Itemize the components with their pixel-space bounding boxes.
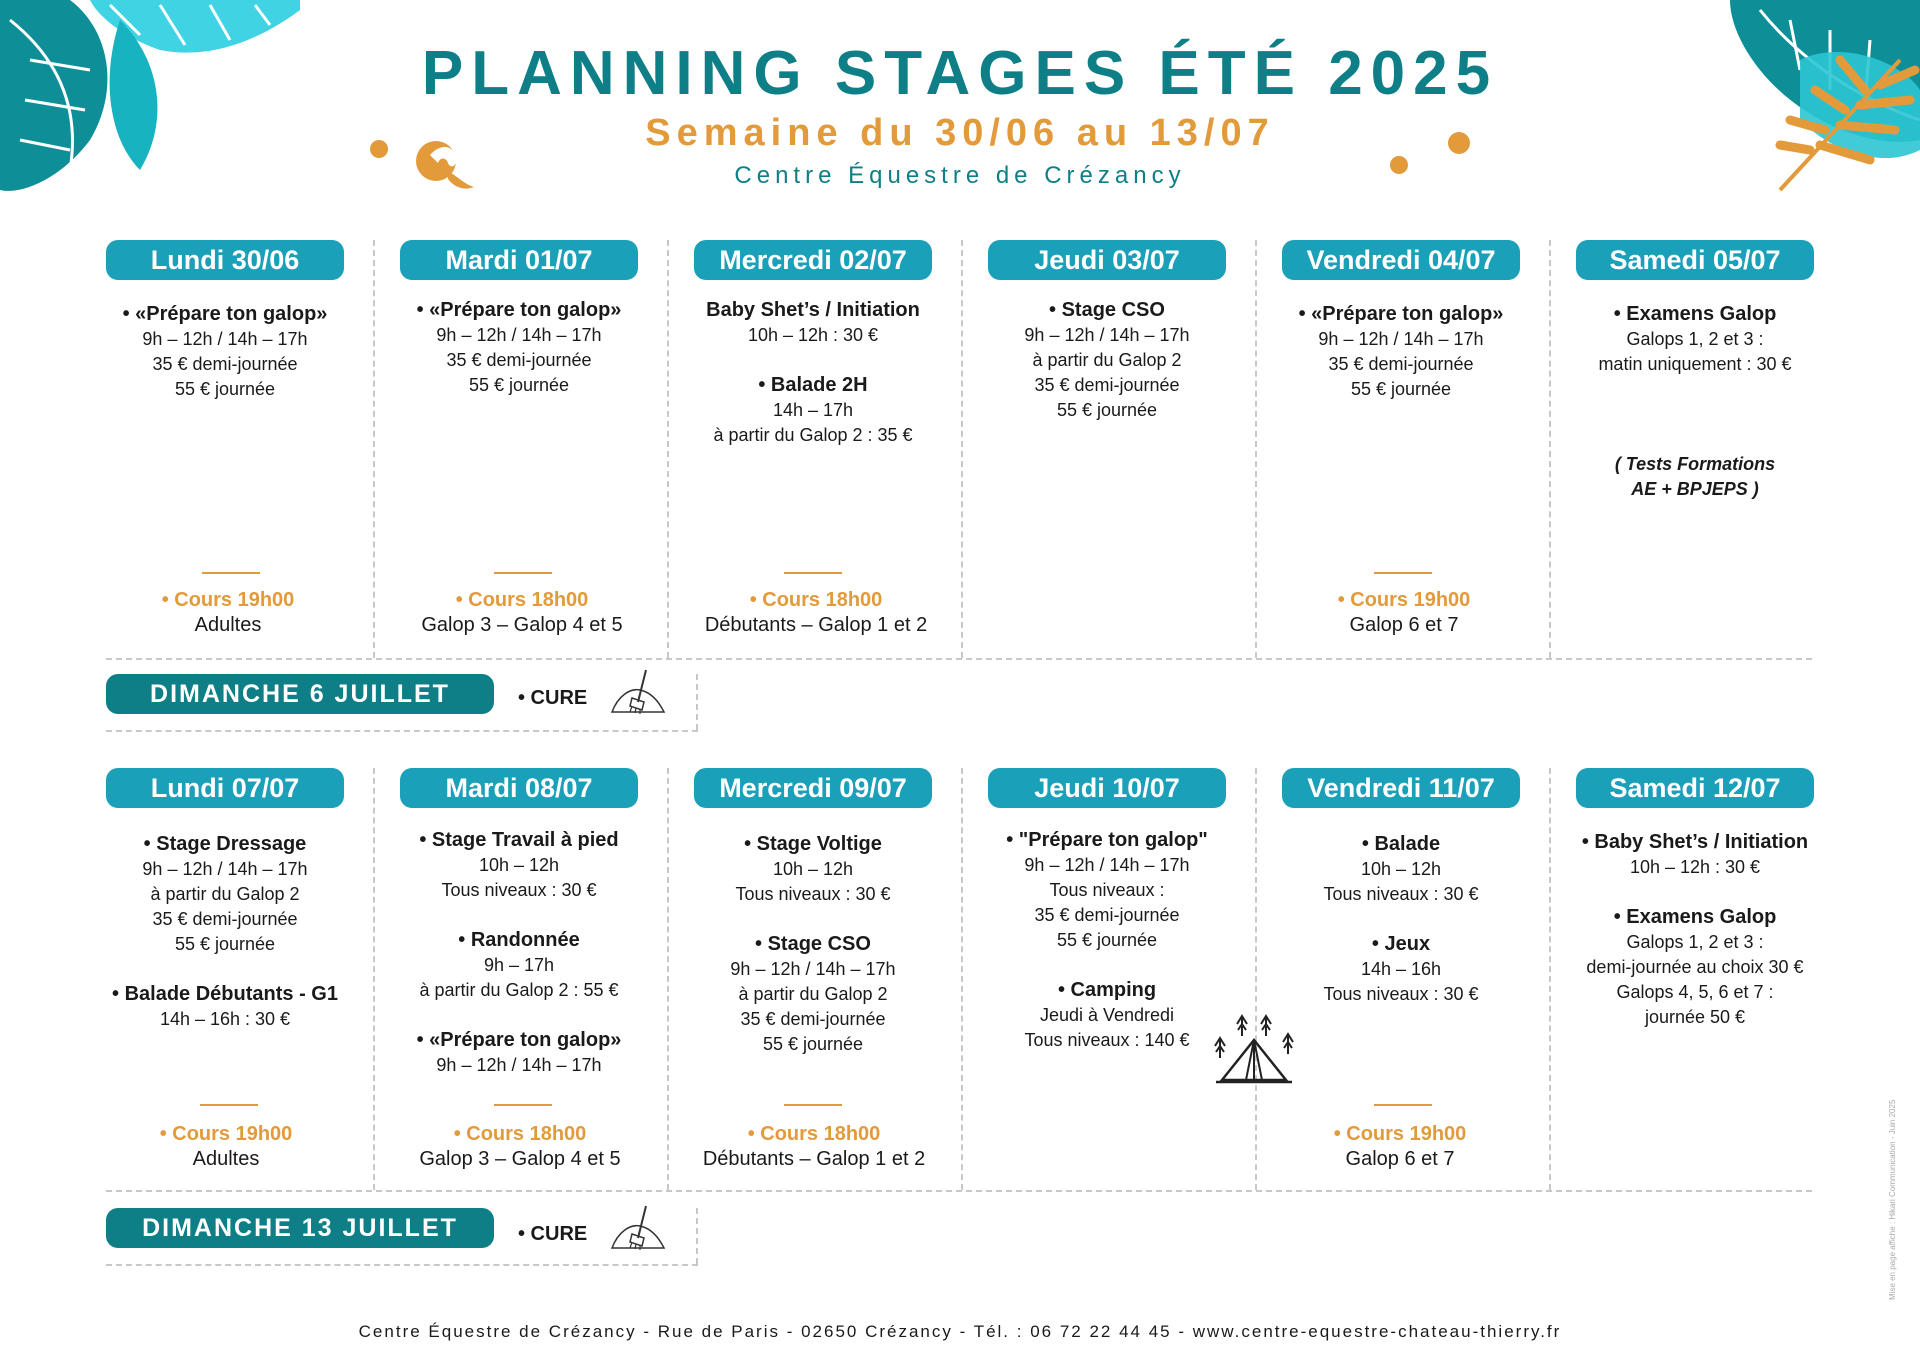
activity-detail: 14h – 17h	[772, 400, 854, 420]
activity-detail: 9h – 12h / 14h – 17h	[730, 959, 896, 979]
spacer	[400, 1003, 638, 1028]
activity-detail: 35 € demi-journée	[740, 1009, 886, 1029]
cours-mercredi-09-07	[682, 1122, 946, 1172]
spacer	[96, 957, 354, 982]
cours-mardi-08-07	[388, 1122, 652, 1172]
activity-title: • Stage CSO	[755, 933, 871, 955]
activity-title: • Stage Travail à pied	[419, 829, 619, 851]
spacer	[1282, 907, 1520, 932]
activity-detail: 14h – 16h	[1360, 959, 1442, 979]
activity-detail: 9h – 12h / 14h – 17h	[142, 859, 308, 879]
cours-separator	[784, 1104, 842, 1106]
activity-detail: à partir du Galop 2	[1032, 350, 1182, 370]
cours-separator	[494, 572, 552, 574]
activity-detail: 14h – 16h : 30 €	[159, 1009, 291, 1029]
week-divider	[106, 658, 1812, 660]
activity-detail: 9h – 12h / 14h – 17h	[1024, 855, 1190, 875]
column-divider	[1255, 240, 1257, 658]
activity-title: • «Prépare ton galop»	[1298, 303, 1504, 325]
layout-credit: Mise en page affiche : Hikari Communication - Juin 2025	[1888, 1099, 1897, 1300]
cours-time: • Cours 19h00	[1333, 1123, 1467, 1145]
day-header-mardi-08-07: Mardi 08/07	[400, 768, 638, 808]
activity-detail: 10h – 12h	[772, 859, 854, 879]
cours-separator	[1374, 572, 1432, 574]
activity-detail: 35 € demi-journée	[152, 909, 298, 929]
day-header-mercredi-02-07: Mercredi 02/07	[694, 240, 932, 280]
cours-time: • Cours 19h00	[159, 1123, 293, 1145]
day-header-jeudi-03-07: Jeudi 03/07	[988, 240, 1226, 280]
sunday-divider	[106, 730, 698, 732]
cours-lundi-30-06	[96, 588, 360, 638]
activity-detail: 9h – 17h	[483, 955, 555, 975]
activity-detail: 10h – 12h	[478, 855, 560, 875]
activity-detail: Galops 4, 5, 6 et 7 :	[1616, 982, 1774, 1002]
activity-detail: 55 € journée	[1056, 930, 1158, 950]
cours-level: Galop 3 – Galop 4 et 5	[419, 1148, 621, 1170]
activity-title: • Camping	[1057, 979, 1157, 1001]
cours-vendredi-04-07	[1272, 588, 1536, 638]
cours-time: • Cours 19h00	[1337, 589, 1471, 611]
activity-detail: 55 € journée	[1350, 379, 1452, 399]
activity-title: • Randonnée	[458, 929, 580, 951]
sunday-divider	[696, 674, 698, 730]
activities-vendredi-11-07	[1282, 832, 1520, 1007]
activity-detail: Tous niveaux : 30 €	[1323, 884, 1479, 904]
activity-detail: matin uniquement : 30 €	[1598, 354, 1792, 374]
decorative-dot	[1448, 132, 1470, 154]
activity-detail: 35 € demi-journée	[152, 354, 298, 374]
activity-note: AE + BPJEPS )	[1631, 479, 1759, 499]
broom-icon	[608, 1204, 668, 1252]
cours-separator	[494, 1104, 552, 1106]
activities-samedi-05-07	[1566, 302, 1824, 502]
decorative-dot	[370, 140, 388, 158]
activity-detail: 55 € journée	[468, 375, 570, 395]
activity-title: • Stage CSO	[1049, 299, 1165, 321]
activity-detail: à partir du Galop 2	[150, 884, 300, 904]
cours-lundi-07-07	[94, 1122, 358, 1172]
activities-jeudi-03-07	[988, 298, 1226, 423]
column-divider	[667, 240, 669, 658]
cours-time: • Cours 18h00	[747, 1123, 881, 1145]
page-title: PLANNING STAGES ÉTÉ 2025	[421, 39, 1499, 108]
activity-detail: 9h – 12h / 14h – 17h	[436, 325, 602, 345]
activity-detail: 10h – 12h : 30 €	[1629, 857, 1761, 877]
footer-contact: Centre Équestre de Crézancy - Rue de Paris - 02650 Crézancy - Tél. : 06 72 22 44 45 - www.centre-equestre-chateau-thierry.fr	[358, 1322, 1562, 1341]
activity-detail: Galops 1, 2 et 3 :	[1626, 329, 1764, 349]
broom-icon	[608, 668, 668, 716]
activity-detail: Jeudi à Vendredi	[1039, 1005, 1175, 1025]
spacer	[1566, 377, 1824, 402]
column-divider	[373, 768, 375, 1190]
activity-title: • Balade 2H	[758, 374, 868, 396]
activity-detail: 10h – 12h	[1360, 859, 1442, 879]
spacer	[694, 348, 932, 373]
cours-separator	[200, 1104, 258, 1106]
sunday-header-13-juillet: DIMANCHE 13 JUILLET	[106, 1208, 494, 1248]
activities-mardi-01-07	[400, 298, 638, 398]
cours-separator	[202, 572, 260, 574]
cours-level: Galop 6 et 7	[1345, 1148, 1455, 1170]
cours-level: Adultes	[194, 614, 262, 636]
activity-detail: Tous niveaux : 30 €	[441, 880, 597, 900]
sunday-header-6-juillet: DIMANCHE 6 JUILLET	[106, 674, 494, 714]
activity-detail: à partir du Galop 2 : 35 €	[713, 425, 913, 445]
activity-detail: 55 € journée	[1056, 400, 1158, 420]
activity-title: • «Prépare ton galop»	[416, 299, 622, 321]
activity-detail: à partir du Galop 2	[738, 984, 888, 1004]
organization-name: Centre Équestre de Crézancy	[734, 162, 1186, 189]
day-header-vendredi-04-07: Vendredi 04/07	[1282, 240, 1520, 280]
activity-detail: Galops 1, 2 et 3 :	[1626, 932, 1764, 952]
activities-mercredi-09-07	[694, 832, 932, 1057]
column-divider	[667, 768, 669, 1190]
activity-title: • Jeux	[1371, 933, 1431, 955]
activity-detail: demi-journée au choix 30 €	[1586, 957, 1804, 977]
activities-mardi-08-07	[400, 828, 638, 1078]
activity-detail: Tous niveaux :	[1049, 880, 1165, 900]
column-divider	[1255, 768, 1257, 1190]
column-divider	[373, 240, 375, 658]
activity-title: • "Prépare ton galop"	[1006, 829, 1208, 851]
spacer	[1566, 402, 1824, 427]
activities-jeudi-10-07	[988, 828, 1226, 1053]
column-divider	[1549, 768, 1551, 1190]
cours-level: Adultes	[192, 1148, 260, 1170]
horse-logo-icon	[410, 135, 480, 195]
activity-detail: 9h – 12h / 14h – 17h	[436, 1055, 602, 1075]
cours-separator	[784, 572, 842, 574]
spacer	[1566, 427, 1824, 452]
activity-detail: à partir du Galop 2 : 55 €	[419, 980, 619, 1000]
column-divider	[1549, 240, 1551, 658]
spacer	[400, 903, 638, 928]
spacer	[1566, 880, 1824, 905]
day-header-samedi-05-07: Samedi 05/07	[1576, 240, 1814, 280]
activity-title: • Examens Galop	[1613, 906, 1777, 928]
day-header-mardi-01-07: Mardi 01/07	[400, 240, 638, 280]
activity-detail: 35 € demi-journée	[1034, 375, 1180, 395]
page-subtitle: Semaine du 30/06 au 13/07	[645, 112, 1275, 154]
activity-detail: 9h – 12h / 14h – 17h	[1318, 329, 1484, 349]
activity-title: • «Prépare ton galop»	[122, 303, 328, 325]
cours-mardi-01-07	[390, 588, 654, 638]
activities-mercredi-02-07	[694, 298, 932, 448]
activity-detail: 35 € demi-journée	[1328, 354, 1474, 374]
activity-title: • Balade	[1361, 833, 1441, 855]
activity-title: Baby Shet’s / Initiation	[706, 299, 920, 321]
activities-lundi-07-07	[96, 832, 354, 1032]
activity-detail: 10h – 12h : 30 €	[747, 325, 879, 345]
day-header-lundi-07-07: Lundi 07/07	[106, 768, 344, 808]
cours-time: • Cours 19h00	[161, 589, 295, 611]
activity-detail: 55 € journée	[174, 934, 276, 954]
activity-title: • Baby Shet’s / Initiation	[1581, 831, 1809, 853]
day-header-jeudi-10-07: Jeudi 10/07	[988, 768, 1226, 808]
column-divider	[961, 240, 963, 658]
activity-detail: Tous niveaux : 140 €	[1024, 1030, 1190, 1050]
activity-detail: 35 € demi-journée	[1034, 905, 1180, 925]
activity-detail: Tous niveaux : 30 €	[1323, 984, 1479, 1004]
week-divider	[106, 1190, 1812, 1192]
column-divider	[961, 768, 963, 1190]
cours-level: Galop 3 – Galop 4 et 5	[421, 614, 623, 636]
cours-time: • Cours 18h00	[453, 1123, 587, 1145]
activity-title: • Stage Dressage	[143, 833, 307, 855]
activity-detail: Tous niveaux : 30 €	[735, 884, 891, 904]
cours-separator	[1374, 1104, 1432, 1106]
activity-title: • Stage Voltige	[744, 833, 882, 855]
sunday-activity: • CURE	[518, 1223, 588, 1245]
decorative-dot	[1390, 156, 1408, 174]
activity-note: ( Tests Formations	[1614, 454, 1776, 474]
activity-title: • Examens Galop	[1613, 303, 1777, 325]
day-header-samedi-12-07: Samedi 12/07	[1576, 768, 1814, 808]
activity-detail: journée 50 €	[1644, 1007, 1746, 1027]
activities-lundi-30-06	[106, 302, 344, 402]
cours-time: • Cours 18h00	[749, 589, 883, 611]
activity-detail: 35 € demi-journée	[446, 350, 592, 370]
activities-vendredi-04-07	[1282, 302, 1520, 402]
spacer	[988, 953, 1226, 978]
day-header-lundi-30-06: Lundi 30/06	[106, 240, 344, 280]
cours-vendredi-11-07	[1268, 1122, 1532, 1172]
activity-detail: 55 € journée	[762, 1034, 864, 1054]
day-header-mercredi-09-07: Mercredi 09/07	[694, 768, 932, 808]
activity-detail: 9h – 12h / 14h – 17h	[1024, 325, 1190, 345]
activity-title: • «Prépare ton galop»	[416, 1029, 622, 1051]
cours-level: Galop 6 et 7	[1349, 614, 1459, 636]
camping-tent-icon	[1212, 1010, 1296, 1086]
activity-detail: 55 € journée	[174, 379, 276, 399]
sunday-activity: • CURE	[518, 687, 588, 709]
activity-detail: 9h – 12h / 14h – 17h	[142, 329, 308, 349]
cours-level: Débutants – Galop 1 et 2	[704, 614, 928, 636]
sunday-divider	[106, 1264, 698, 1266]
sunday-divider	[696, 1208, 698, 1264]
cours-level: Débutants – Galop 1 et 2	[702, 1148, 926, 1170]
cours-time: • Cours 18h00	[455, 589, 589, 611]
day-header-vendredi-11-07: Vendredi 11/07	[1282, 768, 1520, 808]
activity-title: • Balade Débutants - G1	[112, 983, 338, 1005]
cours-mercredi-02-07	[684, 588, 948, 638]
spacer	[694, 907, 932, 932]
activities-samedi-12-07	[1566, 830, 1824, 1030]
